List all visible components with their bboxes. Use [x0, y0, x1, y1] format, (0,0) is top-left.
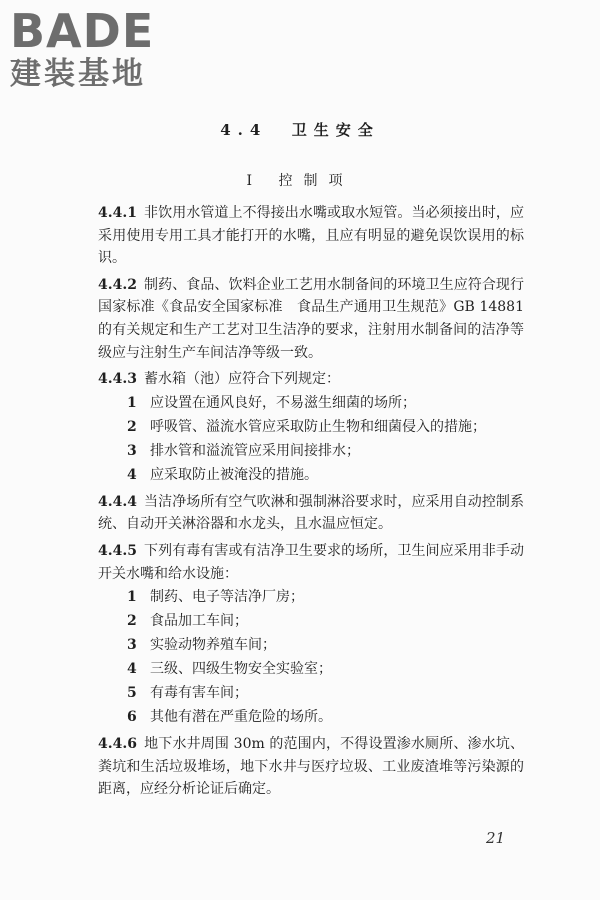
clause-item-list: [98, 585, 524, 729]
clause-number: 4.4.4: [98, 493, 137, 510]
item-text: 有毒有害车间；: [150, 685, 248, 702]
clause-text: 当洁净场所有空气吹淋和强制淋浴要求时，应采用自动控制系统、自动开关淋浴器和水龙头，且水温应恒定。: [98, 493, 524, 533]
clause-text: 下列有毒有害或有洁净卫生要求的场所，卫生间应采用非手动开关水嘴和给水设施：: [98, 542, 524, 582]
clause-item-list: [98, 391, 524, 487]
item-text: 呼吸管、溢流水管应采取防止生物和细菌侵入的措施；: [150, 418, 486, 435]
list-item: [98, 415, 524, 439]
list-item: [98, 633, 524, 657]
item-text: 应采取防止被淹没的措施。: [150, 466, 318, 483]
clause-4-4-4: [98, 491, 524, 536]
clause-4-4-3: [98, 368, 524, 487]
logo: [10, 6, 180, 92]
item-text: 其他有潜在严重危险的场所。: [150, 709, 332, 726]
item-text: 制药、电子等洁净厂房；: [150, 589, 304, 606]
clause-list: [98, 202, 524, 805]
clause-text: 非饮用水管道上不得接出水嘴或取水短管。当必须接出时，应采用使用专用工具才能打开的水嘴，且应有明显的避免误饮误用的标识。: [98, 205, 524, 267]
item-number: 4: [127, 466, 137, 483]
list-item: [98, 463, 524, 487]
list-item: [98, 391, 524, 415]
section-heading: [0, 119, 600, 140]
clause-number: 4.4.3: [98, 371, 137, 388]
clause-text: 制药、食品、饮料企业工艺用水制备间的环境卫生应符合现行国家标准《食品安全国家标准 食品生产通用卫生规范》GB 14881 的有关规定和生产工艺对卫生洁净的要求，注射用水制备间的洁净等级应与注射生产车间洁净等级一致。: [98, 276, 524, 361]
clause-text: 地下水井周围 30m 的范围内，不得设置渗水厕所、渗水坑、粪坑和生活垃圾堆场，地下水井与医疗垃圾、工业废渣堆等污染源的距离，应经分析论证后确定。: [98, 736, 524, 798]
item-text: 应设置在通风良好，不易滋生细菌的场所；: [150, 394, 416, 411]
item-text: 食品加工车间；: [150, 613, 248, 630]
item-text: 三级、四级生物安全实验室；: [150, 661, 332, 678]
clause-4-4-1: [98, 202, 524, 270]
item-number: 6: [127, 709, 137, 726]
item-number: 2: [127, 613, 137, 630]
clause-4-4-2: [98, 274, 524, 364]
clause-4-4-5: [98, 540, 524, 729]
clause-number: 4.4.1: [98, 205, 137, 221]
item-number: 4: [127, 661, 137, 678]
list-item: [98, 585, 524, 609]
list-item: [98, 705, 524, 729]
clause-number: 4.4.6: [98, 736, 137, 753]
list-item: [98, 681, 524, 705]
list-item: [98, 609, 524, 633]
clause-number: 4.4.2: [98, 276, 137, 293]
page-number: 21: [486, 829, 506, 847]
clause-4-4-6: [98, 733, 524, 801]
subsection-title: 控制项: [278, 173, 354, 189]
subsection-roman: I: [246, 173, 264, 189]
clause-text: 蓄水箱（池）应符合下列规定：: [143, 371, 340, 388]
section-number: 4.4: [220, 121, 268, 139]
section-title: 卫生安全: [291, 121, 380, 139]
logo-wordmark: BADE: [10, 4, 155, 58]
logo-subtitle: 建装基地: [10, 56, 146, 92]
list-item: [98, 657, 524, 681]
item-text: 排水管和溢流管应采用间接排水；: [150, 442, 360, 459]
item-number: 5: [127, 685, 137, 702]
list-item: [98, 439, 524, 463]
item-number: 2: [127, 418, 137, 435]
item-number: 3: [127, 442, 137, 459]
item-number: 1: [127, 589, 137, 606]
item-text: 实验动物养殖车间；: [150, 637, 276, 654]
subsection-heading: [0, 170, 600, 190]
clause-number: 4.4.5: [98, 542, 137, 559]
item-number: 3: [127, 637, 137, 654]
item-number: 1: [127, 394, 137, 411]
